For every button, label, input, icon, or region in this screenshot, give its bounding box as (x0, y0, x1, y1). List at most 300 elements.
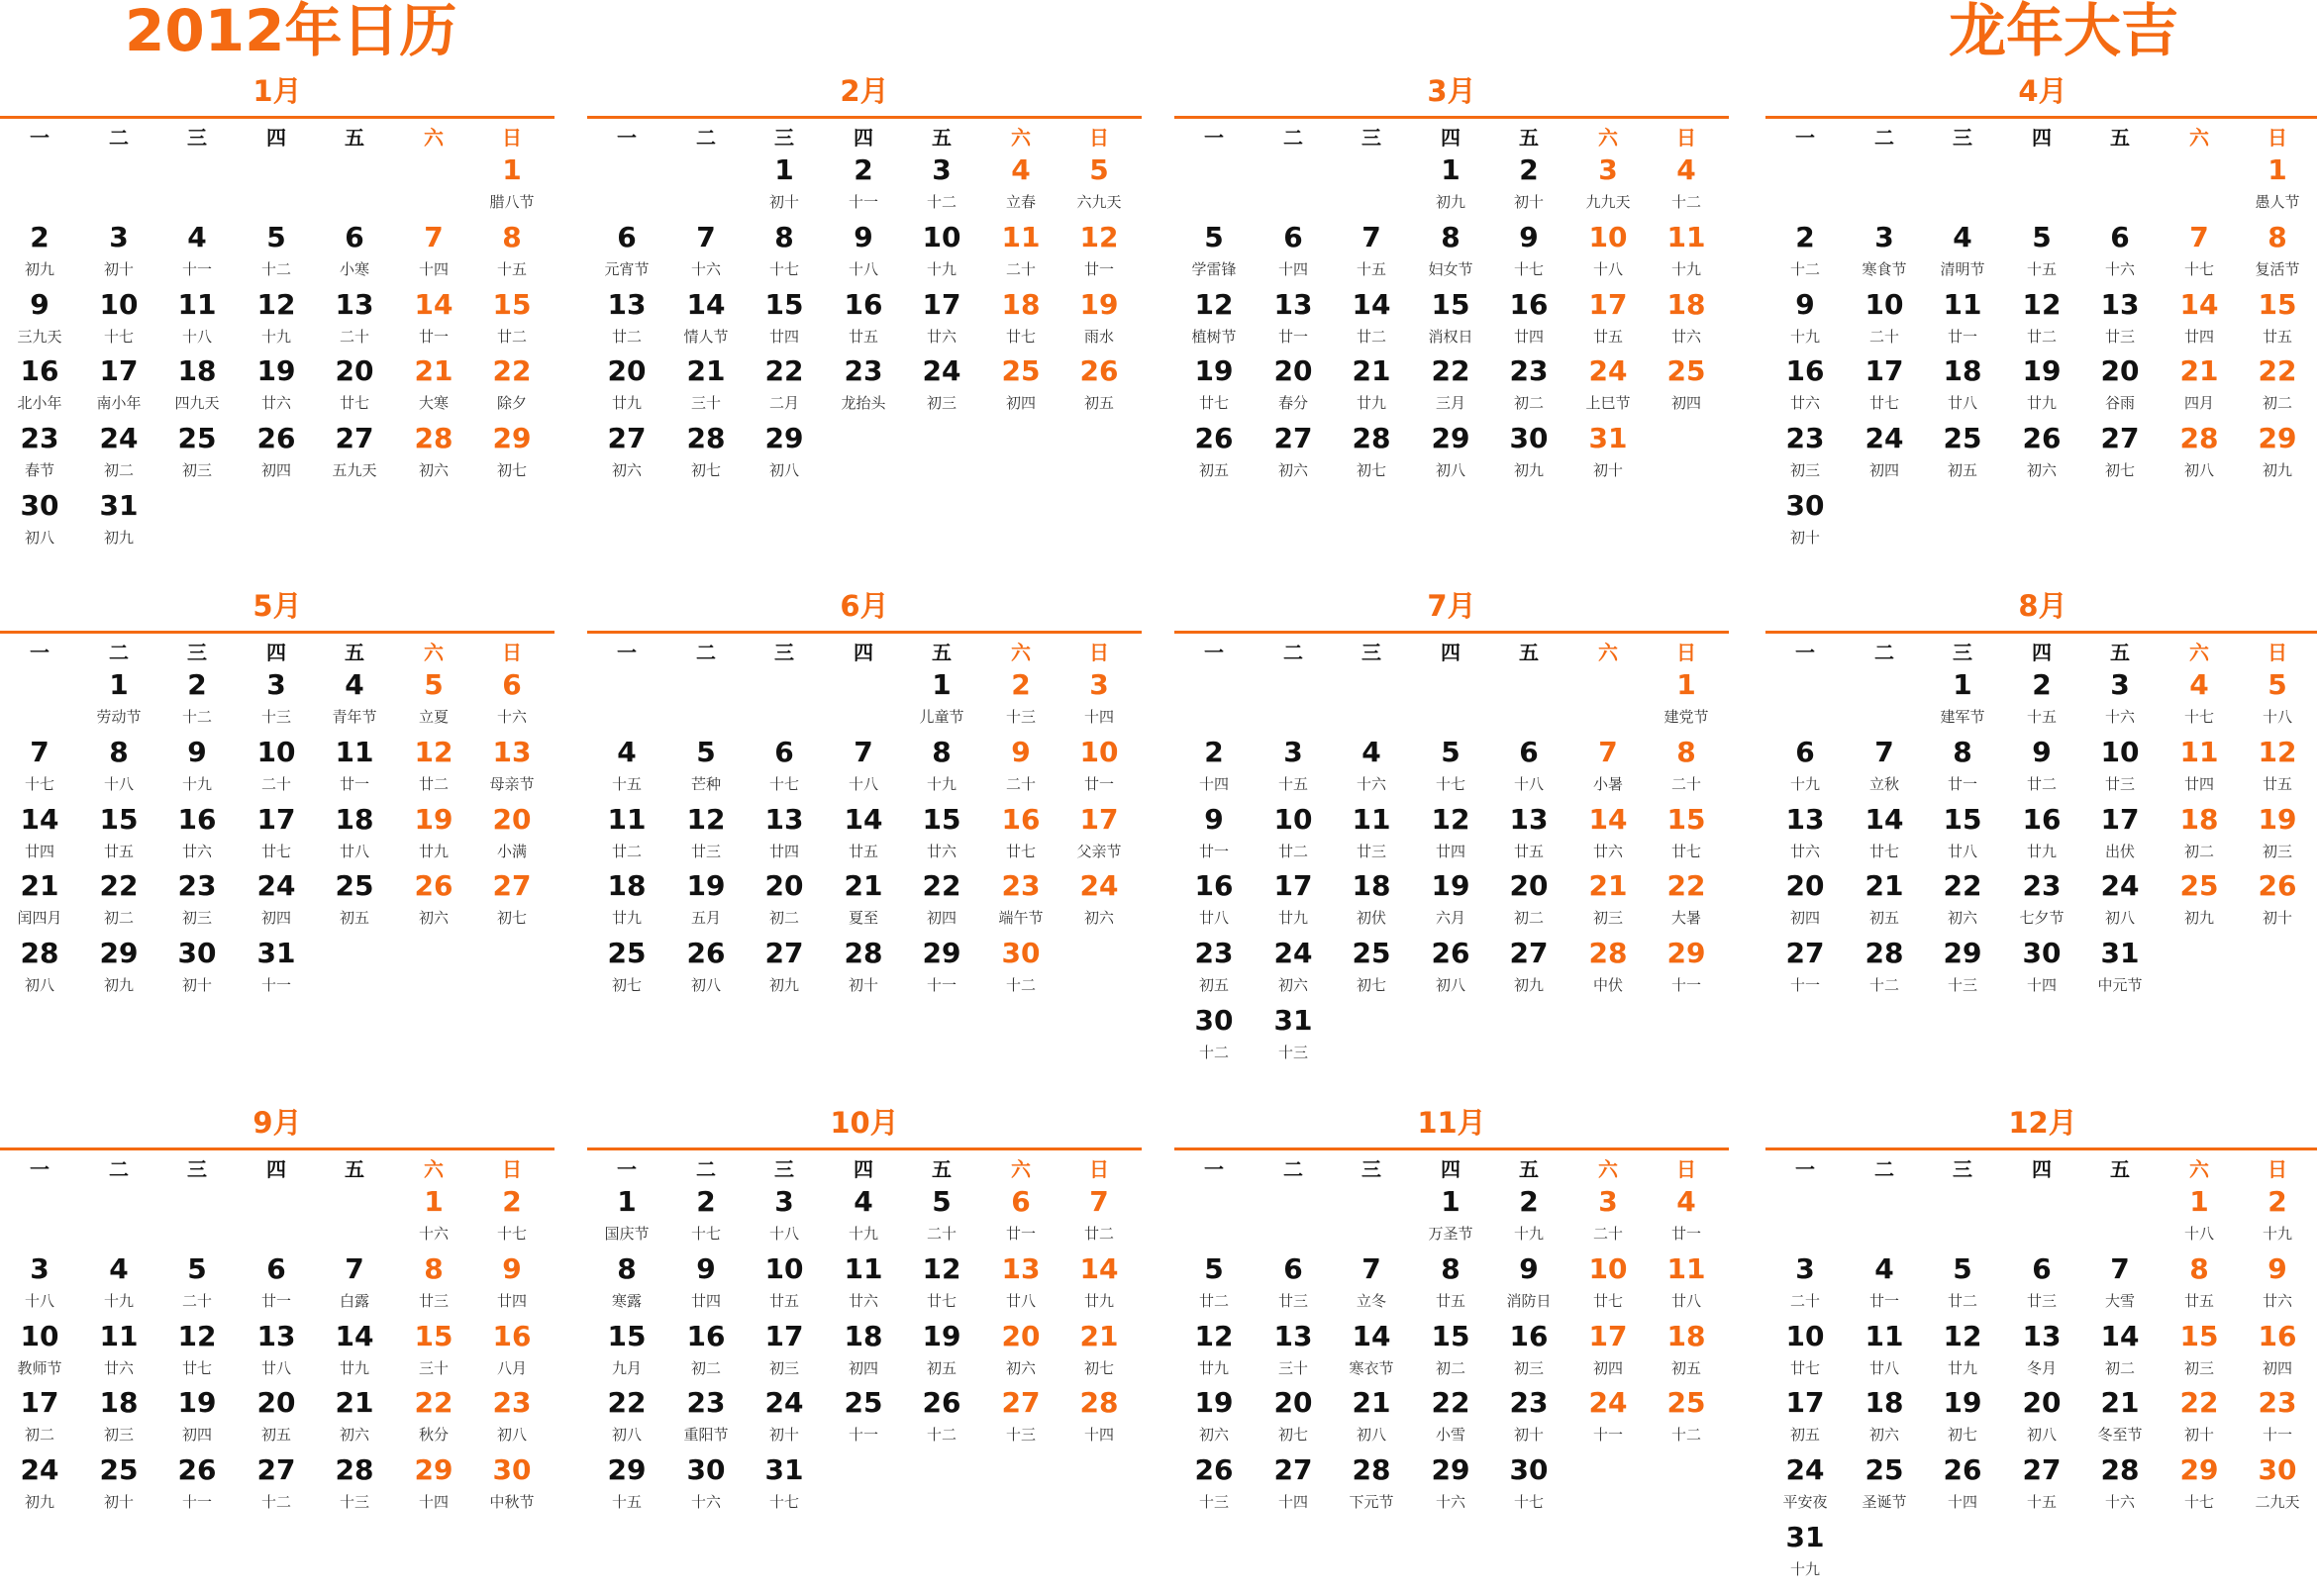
lunar-date: 初三 (103, 1426, 134, 1444)
lunar-date: 十六 (2104, 1493, 2135, 1511)
date-cell (2080, 934, 2160, 1001)
weekday-header: 三 (774, 641, 794, 664)
day-number: 22 (492, 354, 532, 387)
lunar-date: 廿七 (181, 1359, 212, 1377)
date-cell (2160, 285, 2239, 352)
lunar-date: 妇女节 (1428, 260, 1473, 278)
lunar-date: 廿一 (1670, 1225, 1701, 1243)
date-cell (824, 1383, 903, 1450)
date-cell (1923, 351, 2002, 419)
day-number: 29 (1943, 937, 1982, 969)
lunar-date: 初五 (926, 1359, 957, 1377)
day-number: 9 (854, 221, 873, 253)
lunar-date: 初九 (1435, 193, 1465, 211)
weekday-header: 一 (1204, 1157, 1224, 1181)
day-number: 22 (607, 1386, 647, 1419)
date-cell (0, 733, 79, 800)
month-title: 12月 (2008, 1106, 2077, 1140)
date-cell (1765, 733, 1845, 800)
weekday-header: 三 (187, 126, 207, 150)
date-cell (157, 1450, 237, 1518)
date-cell (2238, 150, 2317, 218)
weekday-header: 四 (2032, 641, 2052, 664)
date-cell (1411, 150, 1490, 218)
date-cell (1254, 285, 1333, 352)
day-number: 15 (764, 288, 804, 321)
day-number: 4 (854, 1185, 873, 1218)
date-cell (1332, 285, 1411, 352)
date-cell (315, 419, 394, 486)
date-cell (1647, 1249, 1726, 1317)
date-cell (2160, 1182, 2239, 1249)
date-cell (1332, 800, 1411, 867)
day-number: 21 (1864, 869, 1904, 902)
day-number: 25 (1943, 422, 1982, 454)
day-number: 14 (1864, 803, 1904, 836)
weekday-header: 日 (1676, 126, 1696, 150)
date-cell (2080, 285, 2160, 352)
lunar-date: 白露 (339, 1292, 369, 1310)
date-cell (1174, 733, 1254, 800)
date-cell (1059, 665, 1139, 733)
day-number: 26 (1943, 1453, 1982, 1486)
date-cell (2160, 866, 2239, 934)
weekday-header: 六 (2189, 1157, 2209, 1181)
lunar-date: 八月 (496, 1359, 527, 1377)
date-cell (237, 733, 316, 800)
day-number: 30 (2258, 1453, 2297, 1486)
lunar-date: 初四 (1868, 461, 1899, 479)
date-cell (1489, 733, 1568, 800)
lunar-date: 廿三 (418, 1292, 449, 1310)
day-number: 17 (1864, 354, 1904, 387)
lunar-date: 寒食节 (1862, 260, 1907, 278)
day-number: 16 (1194, 869, 1234, 902)
lunar-date: 廿七 (1789, 1359, 1820, 1377)
date-cell (1647, 150, 1726, 218)
date-cell (2238, 1383, 2317, 1450)
weekday-header: 五 (1519, 1157, 1539, 1181)
day-number: 7 (2110, 1252, 2130, 1285)
day-number: 10 (1785, 1320, 1825, 1352)
lunar-date: 初五 (260, 1426, 291, 1444)
day-number: 12 (177, 1320, 217, 1352)
lunar-date: 廿八 (1947, 394, 1977, 412)
date-cell (1845, 800, 1924, 867)
day-number: 11 (177, 288, 217, 321)
weekday-header: 四 (854, 1157, 873, 1181)
date-cell (1923, 800, 2002, 867)
lunar-date: 廿二 (1198, 1292, 1229, 1310)
lunar-date: 十六 (690, 260, 721, 278)
day-number: 27 (764, 937, 804, 969)
date-cell (2160, 1450, 2239, 1518)
weekday-header: 六 (1011, 126, 1031, 150)
day-number: 20 (335, 354, 374, 387)
date-cell (157, 934, 237, 1001)
new-year-greeting: 龙年大吉 (1948, 0, 2178, 64)
lunar-date: 初九 (103, 976, 134, 994)
date-cell (902, 1317, 981, 1384)
lunar-date: 初三 (1513, 1359, 1544, 1377)
date-cell (1568, 733, 1648, 800)
day-number: 6 (1283, 1252, 1303, 1285)
date-cell (79, 486, 158, 553)
date-cell (981, 351, 1060, 419)
day-number: 20 (2022, 1386, 2062, 1419)
date-cell (587, 1182, 666, 1249)
day-number: 27 (2100, 422, 2140, 454)
date-cell (2160, 218, 2239, 285)
lunar-date: 廿五 (1513, 843, 1544, 860)
day-number: 19 (414, 803, 453, 836)
day-number: 30 (686, 1453, 726, 1486)
date-cell (981, 934, 1060, 1001)
day-number: 10 (256, 736, 296, 768)
day-number: 30 (1194, 1004, 1234, 1037)
date-cell (1254, 1450, 1333, 1518)
weekday-header: 六 (1598, 641, 1618, 664)
date-cell (587, 733, 666, 800)
date-cell (394, 1450, 473, 1518)
day-number: 15 (414, 1320, 453, 1352)
day-number: 15 (2258, 288, 2297, 321)
day-number: 31 (99, 489, 139, 522)
lunar-date: 五九天 (332, 461, 377, 479)
date-cell (1174, 1450, 1254, 1518)
weekday-header: 一 (30, 641, 50, 664)
day-number: 6 (1795, 736, 1815, 768)
date-cell (2238, 419, 2317, 486)
date-cell (1174, 1317, 1254, 1384)
lunar-date: 初四 (848, 1359, 878, 1377)
weekday-header: 一 (30, 1157, 50, 1181)
day-number: 20 (607, 354, 647, 387)
day-number: 27 (1273, 1453, 1313, 1486)
lunar-date: 十九 (2262, 1225, 2292, 1243)
date-cell (0, 285, 79, 352)
date-cell (237, 351, 316, 419)
lunar-date: 十八 (24, 1292, 54, 1310)
lunar-date: 廿四 (690, 1292, 721, 1310)
date-cell (315, 1383, 394, 1450)
day-number: 6 (502, 668, 522, 701)
day-number: 8 (774, 221, 794, 253)
date-cell (472, 733, 552, 800)
day-number: 13 (335, 288, 374, 321)
day-number: 4 (617, 736, 637, 768)
date-cell (2002, 934, 2081, 1001)
lunar-date: 廿一 (1083, 260, 1114, 278)
day-number: 4 (1953, 221, 1972, 253)
calendar-title: 2012年日历 (125, 0, 457, 64)
date-cell (745, 1383, 824, 1450)
weekday-header: 日 (2267, 126, 2287, 150)
weekday-header: 一 (1795, 126, 1815, 150)
day-number: 2 (2032, 668, 2052, 701)
date-cell (157, 351, 237, 419)
date-cell (1765, 866, 1845, 934)
day-number: 2 (1519, 153, 1539, 186)
day-number: 2 (1011, 668, 1031, 701)
weekday-header: 六 (424, 641, 444, 664)
day-number: 3 (1089, 668, 1109, 701)
lunar-date: 十三 (1005, 708, 1036, 726)
date-cell (745, 285, 824, 352)
date-cell (1845, 934, 1924, 1001)
lunar-date: 二十 (1789, 1292, 1820, 1310)
day-number: 8 (502, 221, 522, 253)
day-number: 5 (1204, 221, 1224, 253)
lunar-date: 廿六 (1592, 843, 1623, 860)
day-number: 10 (1588, 221, 1628, 253)
day-number: 17 (1273, 869, 1313, 902)
day-number: 23 (686, 1386, 726, 1419)
day-number: 7 (854, 736, 873, 768)
lunar-date: 初七 (611, 976, 642, 994)
day-number: 2 (854, 153, 873, 186)
lunar-date: 十五 (2026, 708, 2057, 726)
date-cell (1489, 1182, 1568, 1249)
day-number: 10 (764, 1252, 804, 1285)
day-number: 11 (1943, 288, 1982, 321)
lunar-date: 初六 (611, 461, 642, 479)
lunar-date: 廿二 (2026, 328, 2057, 346)
weekday-header: 日 (2267, 641, 2287, 664)
date-cell (2002, 351, 2081, 419)
lunar-date: 廿三 (690, 843, 721, 860)
day-number: 11 (335, 736, 374, 768)
day-number: 9 (187, 736, 207, 768)
lunar-date: 十六 (496, 708, 527, 726)
lunar-date: 十七 (1435, 775, 1465, 793)
date-cell (1254, 1317, 1333, 1384)
date-cell (1765, 1383, 1845, 1450)
day-number: 5 (696, 736, 716, 768)
day-number: 26 (414, 869, 453, 902)
weekday-header: 二 (1283, 126, 1303, 150)
day-number: 28 (686, 422, 726, 454)
date-cell (1647, 934, 1726, 1001)
date-cell (472, 150, 552, 218)
day-number: 11 (2179, 736, 2219, 768)
lunar-date: 初十 (181, 976, 212, 994)
date-cell (666, 1182, 746, 1249)
day-number: 30 (1509, 422, 1549, 454)
day-number: 3 (1598, 153, 1618, 186)
date-cell (315, 1249, 394, 1317)
weekday-header: 四 (1441, 126, 1461, 150)
date-cell (981, 866, 1060, 934)
date-cell (79, 218, 158, 285)
day-number: 2 (187, 668, 207, 701)
lunar-date: 初七 (496, 461, 527, 479)
lunar-date: 端午节 (998, 909, 1044, 927)
date-cell (1765, 1518, 1845, 1585)
lunar-date: 廿二 (1356, 328, 1386, 346)
date-cell (666, 1450, 746, 1518)
month-block (1765, 69, 2317, 564)
lunar-date: 初二 (103, 909, 134, 927)
day-number: 5 (932, 1185, 952, 1218)
day-number: 9 (1519, 1252, 1539, 1285)
lunar-date: 闰四月 (17, 909, 62, 927)
lunar-date: 初六 (1083, 909, 1114, 927)
date-cell (902, 934, 981, 1001)
lunar-date: 廿五 (2262, 328, 2292, 346)
lunar-date: 廿七 (260, 843, 291, 860)
lunar-date: 十三 (1198, 1493, 1229, 1511)
date-cell (1845, 419, 1924, 486)
day-number: 20 (256, 1386, 296, 1419)
day-number: 30 (20, 489, 59, 522)
lunar-date: 廿六 (1670, 328, 1701, 346)
day-number: 23 (2022, 869, 2062, 902)
lunar-date: 十九 (1789, 1560, 1820, 1578)
date-cell (2238, 1317, 2317, 1384)
lunar-date: 廿七 (1005, 328, 1036, 346)
date-cell (79, 1317, 158, 1384)
day-number: 16 (1509, 288, 1549, 321)
month-block (0, 584, 554, 1079)
date-cell (2238, 1182, 2317, 1249)
weekday-header: 日 (1089, 126, 1109, 150)
lunar-date: 初三 (2262, 843, 2292, 860)
lunar-date: 四九天 (174, 394, 220, 412)
day-number: 13 (607, 288, 647, 321)
day-number: 17 (256, 803, 296, 836)
lunar-date: 初九 (2183, 909, 2214, 927)
day-number: 7 (1874, 736, 1894, 768)
lunar-date: 十二 (260, 1493, 291, 1511)
date-cell (666, 800, 746, 867)
date-cell (79, 351, 158, 419)
day-number: 9 (502, 1252, 522, 1285)
day-number: 31 (2100, 937, 2140, 969)
day-number: 27 (1273, 422, 1313, 454)
date-cell (1332, 1450, 1411, 1518)
day-number: 12 (922, 1252, 961, 1285)
date-cell (315, 285, 394, 352)
lunar-date: 十二 (260, 260, 291, 278)
lunar-date: 十七 (1513, 260, 1544, 278)
date-cell (824, 1317, 903, 1384)
lunar-date: 十一 (260, 976, 291, 994)
weekday-header: 一 (1204, 126, 1224, 150)
lunar-date: 廿五 (103, 843, 134, 860)
date-cell (1332, 733, 1411, 800)
lunar-date: 廿五 (2262, 775, 2292, 793)
lunar-date: 廿一 (339, 775, 369, 793)
day-number: 8 (2189, 1252, 2209, 1285)
day-number: 16 (844, 288, 883, 321)
lunar-date: 十八 (2183, 1225, 2214, 1243)
lunar-date: 十八 (1592, 260, 1623, 278)
lunar-date: 龙抬头 (841, 394, 886, 412)
date-cell (1923, 1317, 2002, 1384)
lunar-date: 十四 (1198, 775, 1229, 793)
lunar-date: 十四 (2026, 976, 2057, 994)
date-cell (472, 285, 552, 352)
lunar-date: 十二 (181, 708, 212, 726)
lunar-date: 廿五 (768, 1292, 799, 1310)
date-cell (1568, 934, 1648, 1001)
date-cell (472, 866, 552, 934)
date-cell (666, 419, 746, 486)
day-number: 18 (1943, 354, 1982, 387)
lunar-date: 初六 (2026, 461, 2057, 479)
lunar-date: 廿四 (24, 843, 54, 860)
date-cell (1489, 1317, 1568, 1384)
date-cell (666, 1249, 746, 1317)
date-cell (315, 218, 394, 285)
date-cell (745, 218, 824, 285)
day-number: 14 (1352, 288, 1391, 321)
day-number: 12 (256, 288, 296, 321)
lunar-date: 廿三 (2104, 775, 2135, 793)
lunar-date: 初八 (2183, 461, 2214, 479)
date-cell (1489, 150, 1568, 218)
date-cell (79, 800, 158, 867)
lunar-date: 十六 (2104, 260, 2135, 278)
day-number: 29 (1431, 1453, 1470, 1486)
date-cell (79, 934, 158, 1001)
weekday-header: 二 (1874, 1157, 1894, 1181)
month-block (587, 584, 1142, 1079)
day-number: 8 (932, 736, 952, 768)
lunar-date: 廿九 (1083, 1292, 1114, 1310)
day-number: 22 (1431, 354, 1470, 387)
date-cell (1411, 1249, 1490, 1317)
date-cell (157, 665, 237, 733)
date-cell (1174, 934, 1254, 1001)
day-number: 15 (1431, 288, 1470, 321)
month-title: 8月 (2018, 589, 2067, 623)
lunar-date: 初五 (1789, 1426, 1820, 1444)
lunar-date: 春节 (24, 461, 54, 479)
lunar-date: 二十 (1005, 260, 1036, 278)
date-cell (472, 218, 552, 285)
day-number: 13 (2100, 288, 2140, 321)
day-number: 23 (1509, 1386, 1549, 1419)
date-cell (1845, 1383, 1924, 1450)
day-number: 21 (844, 869, 883, 902)
month-title: 4月 (2018, 74, 2067, 108)
lunar-date: 十四 (1277, 260, 1308, 278)
day-number: 23 (1509, 354, 1549, 387)
lunar-date: 立冬 (1356, 1292, 1386, 1310)
lunar-date: 初十 (768, 193, 799, 211)
date-cell (587, 1317, 666, 1384)
lunar-date: 初二 (2104, 1359, 2135, 1377)
day-number: 28 (2179, 422, 2219, 454)
date-cell (0, 486, 79, 553)
weekday-header: 二 (109, 126, 129, 150)
date-cell (666, 733, 746, 800)
day-number: 22 (2179, 1386, 2219, 1419)
day-number: 5 (2267, 668, 2287, 701)
lunar-date: 十二 (1868, 976, 1899, 994)
date-cell (1489, 1450, 1568, 1518)
lunar-date: 大寒 (418, 394, 449, 412)
date-cell (666, 351, 746, 419)
day-number: 5 (424, 668, 444, 701)
date-cell (587, 351, 666, 419)
weekday-header: 三 (1361, 641, 1381, 664)
day-number: 12 (1943, 1320, 1982, 1352)
lunar-date: 十二 (926, 193, 957, 211)
date-cell (394, 665, 473, 733)
